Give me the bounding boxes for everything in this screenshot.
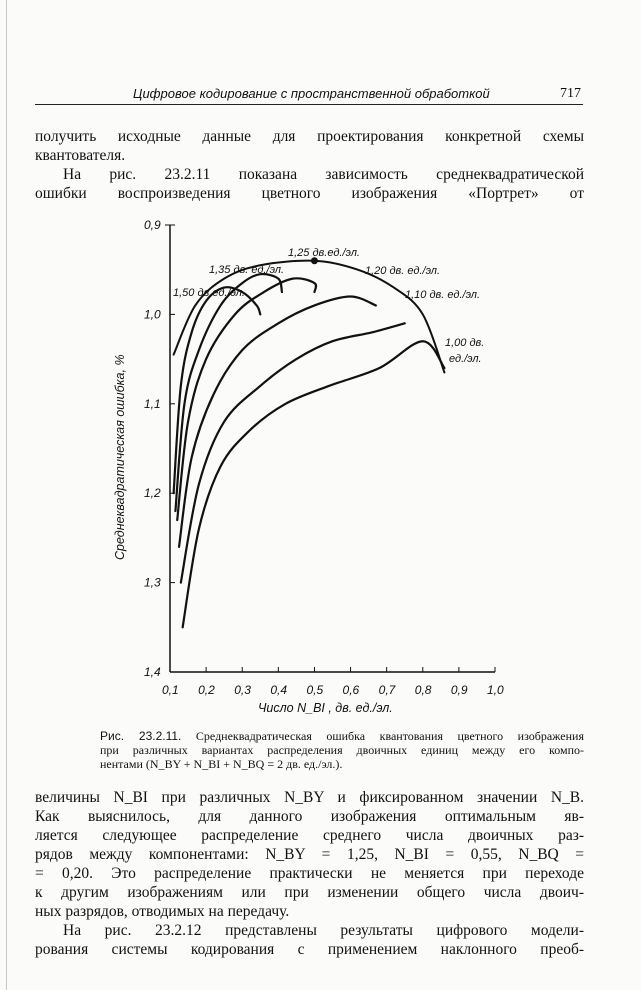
curve-label-1-35: 1,35 дв. ед./эл. — [209, 264, 285, 276]
text-line: ляется следующее распределение среднего числа двоичных раз- — [35, 827, 584, 844]
y-tick-label: 1,0 — [144, 307, 161, 322]
y-axis-label: Среднеквадратическая ошибка, % — [113, 354, 127, 560]
y-tick-label: 1,3 — [144, 575, 161, 590]
body-text-bottom — [35, 788, 584, 959]
caption-line: нентами (N_BY + N_BI + N_BQ = 2 дв. ед./эл.). — [100, 757, 343, 771]
text-line: Как выяснилось, для данного изображения оптимальным яв- — [35, 808, 584, 825]
curve-label-1-00-line1: 1,00 дв. — [445, 337, 485, 349]
text-line: к другим изображениям или при изменении общего числа двоич- — [35, 884, 584, 901]
text-line: ных разрядов, отводимых на передачу. — [35, 903, 290, 920]
curve-label-1-00-line2: ед./эл. — [449, 353, 482, 365]
text-line: рядов между компонентами: N_BY = 1,25, N_BI = 0,55, N_BQ = — [35, 846, 584, 863]
running-title: Цифровое кодирование с пространственной обработкой — [133, 86, 490, 101]
curve-series-4 — [181, 323, 405, 582]
x-tick-label: 0,4 — [270, 683, 288, 697]
x-tick-label: 0,6 — [342, 683, 360, 697]
curve-label-1-50: 1,50 дв.ед./эл. — [173, 287, 245, 299]
curve-label-1-25: 1,25 дв.ед./эл. — [288, 247, 360, 259]
curve-series-3 — [179, 297, 376, 547]
y-tick-label: 1,1 — [144, 396, 161, 411]
text-line: квантователя. — [35, 147, 126, 164]
y-tick-label: 1,4 — [144, 665, 161, 679]
x-tick-label: 0,9 — [450, 683, 468, 697]
curve-series-1 — [175, 274, 282, 511]
text-line: ошибки воспроизведения цветного изображения «Портрет» от — [35, 185, 584, 202]
x-axis-label: Число N_BI , дв. ед./эл. — [258, 701, 393, 715]
x-tick-label: 0,7 — [378, 683, 396, 697]
text-line: = 0,20. Это распределение практически не меняется при переходе — [35, 865, 584, 882]
x-tick-label: 0,8 — [414, 683, 432, 697]
x-tick-label: 0,5 — [306, 683, 324, 697]
y-tick-label: 1,2 — [144, 486, 161, 501]
figure-caption — [100, 729, 584, 771]
text-line: рования системы кодирования с применением наклонного преоб- — [35, 941, 584, 958]
chart-curves — [174, 257, 445, 627]
caption-label: Рис. 23.2.11. — [100, 729, 182, 743]
caption-line — [100, 729, 584, 743]
curve-series-5 — [183, 341, 445, 627]
x-tick-label: 0,3 — [234, 683, 251, 697]
y-tick-label: 0,9 — [144, 218, 161, 232]
x-tick-label: 1,0 — [487, 683, 504, 697]
text-line: На рис. 23.2.12 представлены результаты цифрового модели- — [63, 922, 584, 939]
x-tick-label: 0,2 — [198, 683, 215, 697]
curve-label-1-20: 1,20 дв. ед./эл. — [365, 265, 441, 277]
page-number: 717 — [560, 86, 581, 101]
curve-label-1-10: 1,10 дв. ед./эл. — [405, 289, 481, 301]
x-tick-label: 0,1 — [162, 683, 179, 697]
text-line: величины N_BI при различных N_BY и фиксированном значении N_B. — [35, 789, 584, 806]
text-line: На рис. 23.2.11 показана зависимость среднеквадратической — [63, 166, 584, 183]
text-line: получить исходные данные для проектирования конкретной схемы — [35, 128, 584, 145]
caption-line: при различных вариантах распределения двоичных единиц между его компо- — [100, 743, 584, 757]
caption-text: Среднеквадратическая ошибка квантования цветного изображения — [195, 729, 584, 743]
